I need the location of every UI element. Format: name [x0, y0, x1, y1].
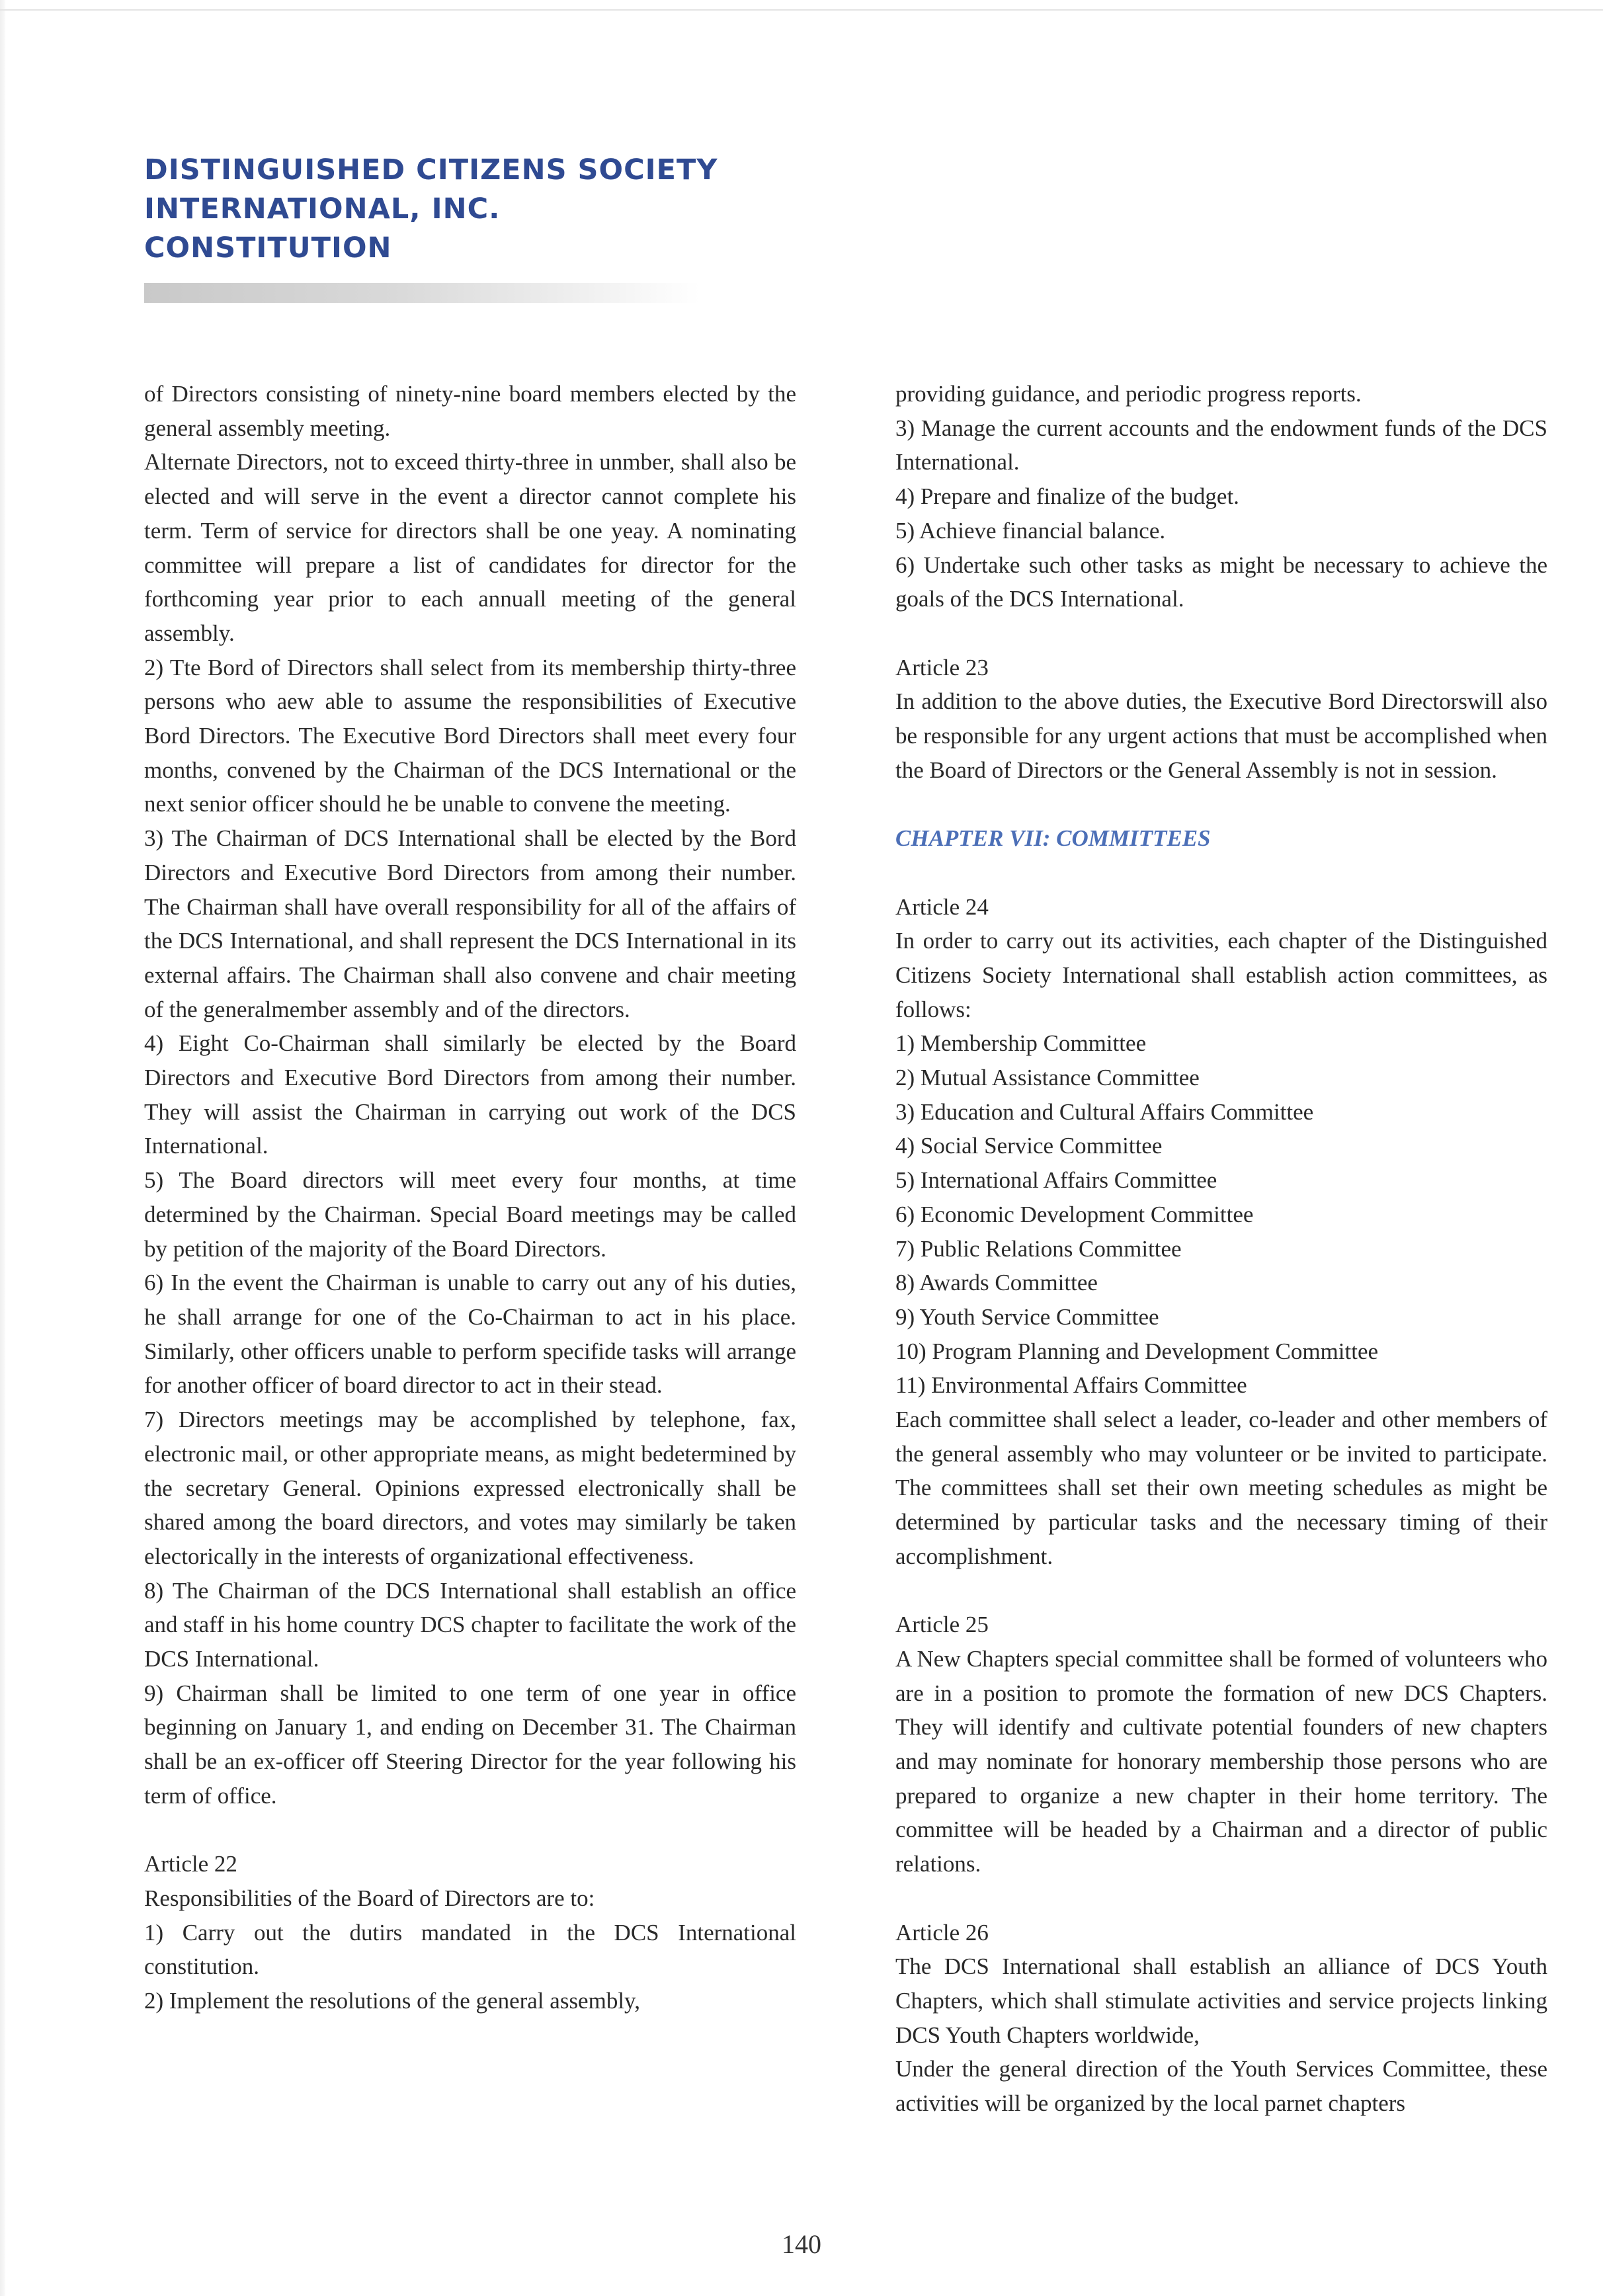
paragraph: 4) Eight Co-Chairman shall similarly be elected by the Board Directors and Executive Bord Directors from among their number. They will assist the Chairman in carrying out work of the DCS International.	[144, 1030, 796, 1159]
paragraph: Responsibilities of the Board of Directors are to:	[144, 1885, 595, 1911]
paragraph: 9) Chairman shall be limited to one term of one year in office beginning on January 1, and ending on December 31. The Chairman shall be an ex-officer off Steering Director for the year following his term of office.	[144, 1680, 796, 1809]
committee-item: 11) Environmental Affairs Committee	[895, 1372, 1247, 1399]
paragraph: 2) Tte Bord of Directors shall select from its membership thirty-three persons who aew able to assume the responsibilities of Executive Bord Directors. The Executive Bord Directors shall meet every four months, convened by the Chairman of the DCS International or the next senior officer should he be unable to convene the meeting.	[144, 654, 796, 817]
paragraph: 5) The Board directors will meet every four months, at time determined by the Chairman. Special Board meetings may be called by petition of the majority of the Board Directors.	[144, 1167, 796, 1262]
paragraph: In addition to the above duties, the Executive Bord Directorswill also be responsible for any urgent actions that must be accomplished when the Board of Directors or the General Assembly is not in session.	[895, 688, 1547, 783]
spacer	[895, 616, 1547, 651]
committee-item: 10) Program Planning and Development Committee	[895, 1338, 1379, 1364]
paragraph: 6) Undertake such other tasks as might be necessary to achieve the goals of the DCS International.	[895, 552, 1547, 612]
paragraph: 1) Carry out the dutirs mandated in the DCS International constitution.	[144, 1919, 796, 1980]
paragraph: 3) The Chairman of DCS International shall be elected by the Bord Directors and Executive Bord Directors from among their number. The Chairman shall have overall responsibility for all of the affairs of the DCS International, and shall represent the DCS International in its external affairs. The Chairman shall also convene and chair meeting of the generalmember assembly and of the directors.	[144, 825, 796, 1022]
paragraph: 2) Implement the resolutions of the general assembly,	[144, 1988, 641, 2014]
paragraph: 8) The Chairman of the DCS International shall establish an office and staff in his home country DCS chapter to facilitate the work of the DCS International.	[144, 1577, 796, 1672]
paragraph: 5) Achieve financial balance.	[895, 517, 1166, 544]
committee-item: 1) Membership Committee	[895, 1030, 1147, 1057]
title-underline-bar	[144, 283, 700, 303]
document-header	[144, 151, 718, 268]
paragraph: A New Chapters special committee shall be formed of volunteers who are in a position to promote the formation of new DCS Chapters. They will identify and cultivate potential founders of new chapters and may nominate for honorary membership those persons who are prepared to organize a new chapter in their home territory. The committee will be headed by a Chairman and a director of public relations.	[895, 1645, 1547, 1877]
paragraph: In order to carry out its activities, each chapter of the Distinguished Citizens Society International shall establish action committees, as follows:	[895, 928, 1547, 1022]
paragraph: The DCS International shall establish an alliance of DCS Youth Chapters, which shall stimulate activities and service projects linking DCS Youth Chapters worldwide,	[895, 1953, 1547, 2048]
spacer	[895, 1881, 1547, 1916]
paragraph: 7) Directors meetings may be accomplished by telephone, fax, electronic mail, or other appropriate means, as might bedetermined by the secretary General. Opinions expressed electronically shall be shared among the board directors, and votes may similarly be taken electorically in the interests of organizational effectiveness.	[144, 1407, 796, 1569]
title-line-1: DISTINGUISHED CITIZENS SOCIETY	[144, 153, 718, 186]
article-heading: Article 24	[895, 893, 989, 920]
top-rule	[0, 9, 1603, 11]
committee-item: 4) Social Service Committee	[895, 1133, 1163, 1159]
right-column	[895, 377, 1547, 2121]
paragraph: 3) Manage the current accounts and the endowment funds of the DCS International.	[895, 415, 1547, 475]
spacer	[895, 1574, 1547, 1608]
page-number: 140	[782, 2229, 821, 2259]
spacer	[895, 856, 1547, 890]
paragraph: Under the general direction of the Youth Services Committee, these activities will be organized by the local parnet chapters	[895, 2056, 1547, 2117]
committee-item: 7) Public Relations Committee	[895, 1235, 1182, 1262]
spacer	[144, 1813, 796, 1848]
left-column	[144, 377, 796, 2018]
paragraph: providing guidance, and periodic progress reports.	[895, 381, 1362, 407]
spacer	[895, 787, 1547, 821]
committee-item: 6) Economic Development Committee	[895, 1201, 1254, 1227]
committee-item: 3) Education and Cultural Affairs Committee	[895, 1098, 1314, 1125]
paragraph: 6) In the event the Chairman is unable to carry out any of his duties, he shall arrange for one of the Co-Chairman to act in his place. Similarly, other officers unable to perform specifide tasks will arrange for another officer of board director to act in their stead.	[144, 1270, 796, 1399]
committee-item: 5) International Affairs Committee	[895, 1167, 1217, 1194]
article-heading: Article 22	[144, 1851, 237, 1877]
paragraph: 4) Prepare and finalize of the budget.	[895, 483, 1239, 510]
committee-item: 9) Youth Service Committee	[895, 1303, 1159, 1330]
article-heading: Article 23	[895, 654, 989, 680]
committee-item: 8) Awards Committee	[895, 1270, 1098, 1296]
paragraph: of Directors consisting of ninety-nine board members elected by the general assembly meeting.	[144, 381, 796, 441]
paragraph: Alternate Directors, not to exceed thirty-three in unmber, shall also be elected and will serve in the event a director cannot complete his term. Term of service for directors shall be one yeay. A nominating committee will prepare a list of candidates for director for the forthcoming year prior to each annuall meeting of the general assembly.	[144, 449, 796, 646]
page-edge-shadow	[0, 0, 5, 2296]
article-heading: Article 25	[895, 1612, 989, 1638]
title-line-2: INTERNATIONAL, INC.	[144, 192, 501, 226]
article-heading: Article 26	[895, 1919, 989, 1946]
title-line-3: CONSTITUTION	[144, 231, 392, 265]
chapter-heading: CHAPTER VII: COMMITTEES	[895, 825, 1211, 852]
committee-item: 2) Mutual Assistance Committee	[895, 1065, 1200, 1091]
paragraph: Each committee shall select a leader, co-leader and other members of the general assembly who may volunteer or be invited to participate. The committees shall set their own meeting schedules as might be determined by particular tasks and the necessary timing of their accomplishment.	[895, 1407, 1547, 1569]
